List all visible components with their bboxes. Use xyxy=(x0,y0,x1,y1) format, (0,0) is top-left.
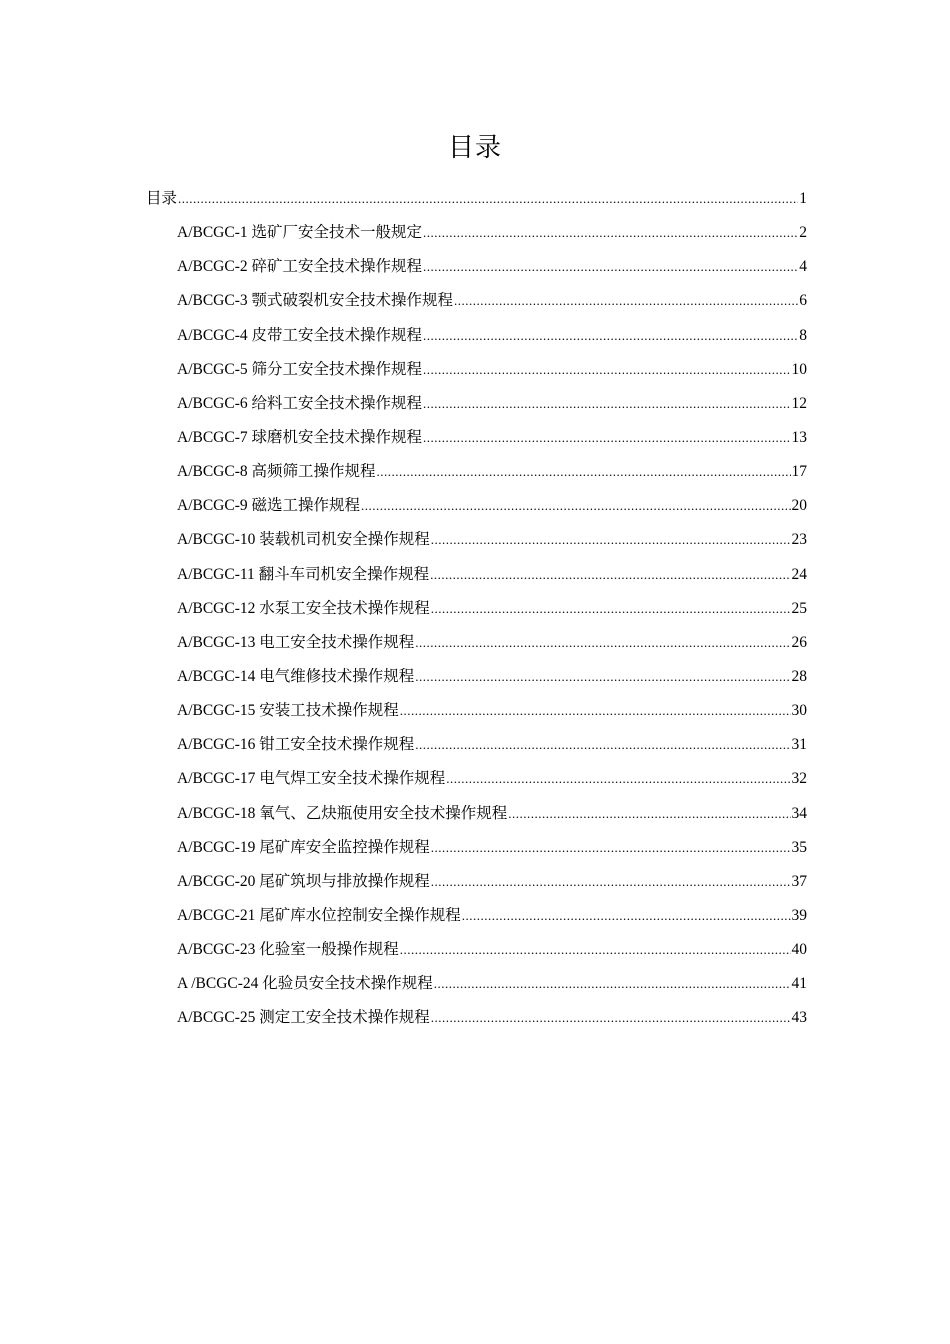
toc-dot-leader xyxy=(423,223,798,243)
toc-entry-page-number: 41 xyxy=(791,975,807,993)
toc-entry-label: A/BCGC-5 筛分工安全技术操作规程 xyxy=(177,360,422,378)
toc-entry-label: A/BCGC-23 化验室一般操作规程 xyxy=(177,941,399,959)
toc-entry[interactable] xyxy=(0,660,950,694)
toc-title: 目录 xyxy=(447,133,502,162)
toc-dot-leader xyxy=(462,906,791,926)
toc-entry[interactable] xyxy=(0,865,950,899)
toc-entry-page-number: 34 xyxy=(791,804,807,822)
toc-entry[interactable] xyxy=(0,899,950,933)
toc-entry-page-number: 26 xyxy=(791,633,807,651)
toc-entry[interactable] xyxy=(0,967,950,1001)
toc-dot-leader xyxy=(431,1008,791,1028)
toc-dot-leader xyxy=(430,565,790,585)
toc-entry-page-number: 2 xyxy=(799,224,807,242)
toc-entry-label: A/BCGC-15 安装工技术操作规程 xyxy=(177,702,399,720)
toc-entry-page-number: 12 xyxy=(791,394,807,412)
toc-entry[interactable] xyxy=(0,523,950,557)
table-of-contents xyxy=(0,182,950,1036)
toc-dot-leader xyxy=(415,633,790,653)
toc-entry[interactable] xyxy=(0,250,950,284)
toc-entry[interactable] xyxy=(0,797,950,831)
toc-entry-label: 目录 xyxy=(146,190,178,208)
toc-entry-page-number: 32 xyxy=(791,770,807,788)
toc-dot-leader xyxy=(431,599,791,619)
toc-dot-leader xyxy=(415,735,790,755)
toc-entry-page-number: 13 xyxy=(791,429,807,447)
toc-entry-label: A/BCGC-25 测定工安全技术操作规程 xyxy=(177,1009,430,1027)
toc-entry[interactable] xyxy=(0,421,950,455)
toc-entry-label: A/BCGC-17 电气焊工安全技术操作规程 xyxy=(177,770,446,788)
toc-entry-page-number: 20 xyxy=(791,497,807,515)
toc-entry-label: A/BCGC-11 翻斗车司机安全操作规程 xyxy=(177,565,430,583)
toc-dot-leader xyxy=(361,496,791,516)
toc-entry-label: A/BCGC-12 水泵工安全技术操作规程 xyxy=(177,599,430,617)
toc-entry-label: A /BCGC-24 化验员安全技术操作规程 xyxy=(177,975,433,993)
toc-entry-label: A/BCGC-2 碎矿工安全技术操作规程 xyxy=(177,258,422,276)
toc-entry[interactable] xyxy=(0,831,950,865)
toc-entry-page-number: 40 xyxy=(791,941,807,959)
toc-dot-leader xyxy=(431,530,791,550)
toc-entry-page-number: 25 xyxy=(791,599,807,617)
toc-dot-leader xyxy=(423,428,791,448)
toc-entry-page-number: 37 xyxy=(791,872,807,890)
toc-entry-page-number: 10 xyxy=(791,360,807,378)
toc-entry[interactable] xyxy=(0,182,950,216)
toc-entry-page-number: 39 xyxy=(791,907,807,925)
toc-entry-page-number: 28 xyxy=(791,668,807,686)
toc-entry[interactable] xyxy=(0,592,950,626)
toc-dot-leader xyxy=(446,769,790,789)
toc-dot-leader xyxy=(400,701,791,721)
toc-entry-label: A/BCGC-10 装载机司机安全操作规程 xyxy=(177,531,430,549)
toc-entry-page-number: 30 xyxy=(791,702,807,720)
toc-entry-label: A/BCGC-8 高频筛工操作规程 xyxy=(177,463,376,481)
toc-dot-leader xyxy=(431,872,791,892)
toc-entry-page-number: 43 xyxy=(791,1009,807,1027)
toc-entry[interactable] xyxy=(0,319,950,353)
toc-dot-leader xyxy=(400,940,791,960)
toc-dot-leader xyxy=(178,189,798,209)
toc-entry-label: A/BCGC-6 给料工安全技术操作规程 xyxy=(177,394,422,412)
toc-entry-page-number: 8 xyxy=(799,326,807,344)
toc-dot-leader xyxy=(434,974,791,994)
toc-dot-leader xyxy=(431,838,791,858)
toc-dot-leader xyxy=(377,462,791,482)
toc-dot-leader xyxy=(423,360,791,380)
toc-dot-leader xyxy=(454,291,798,311)
toc-entry-label: A/BCGC-20 尾矿筑坝与排放操作规程 xyxy=(177,872,430,890)
toc-entry-label: A/BCGC-13 电工安全技术操作规程 xyxy=(177,633,415,651)
toc-entry[interactable] xyxy=(0,284,950,318)
toc-entry[interactable] xyxy=(0,216,950,250)
toc-entry[interactable] xyxy=(0,933,950,967)
toc-entry-page-number: 24 xyxy=(791,565,807,583)
toc-entry[interactable] xyxy=(0,353,950,387)
toc-dot-leader xyxy=(423,394,791,414)
toc-dot-leader xyxy=(423,326,798,346)
toc-entry[interactable] xyxy=(0,626,950,660)
toc-dot-leader xyxy=(423,257,798,277)
toc-entry-page-number: 4 xyxy=(799,258,807,276)
toc-entry[interactable] xyxy=(0,558,950,592)
toc-entry-page-number: 23 xyxy=(791,531,807,549)
toc-entry-label: A/BCGC-1 选矿厂安全技术一般规定 xyxy=(177,224,422,242)
toc-entry-label: A/BCGC-18 氧气、乙炔瓶使用安全技术操作规程 xyxy=(177,804,508,822)
toc-entry-page-number: 17 xyxy=(791,463,807,481)
toc-entry[interactable] xyxy=(0,1001,950,1035)
toc-entry-label: A/BCGC-4 皮带工安全技术操作规程 xyxy=(177,326,422,344)
toc-entry-label: A/BCGC-21 尾矿库水位控制安全操作规程 xyxy=(177,907,461,925)
toc-entry-page-number: 35 xyxy=(791,838,807,856)
toc-entry[interactable] xyxy=(0,387,950,421)
toc-entry[interactable] xyxy=(0,694,950,728)
toc-entry[interactable] xyxy=(0,728,950,762)
toc-dot-leader xyxy=(508,804,790,824)
toc-dot-leader xyxy=(415,667,790,687)
toc-entry[interactable] xyxy=(0,762,950,796)
toc-entry-label: A/BCGC-3 颚式破裂机安全技术操作规程 xyxy=(177,292,453,310)
toc-entry-label: A/BCGC-19 尾矿库安全监控操作规程 xyxy=(177,838,430,856)
toc-entry-page-number: 1 xyxy=(799,190,807,208)
toc-entry-page-number: 6 xyxy=(799,292,807,310)
toc-entry-label: A/BCGC-9 磁选工操作规程 xyxy=(177,497,360,515)
toc-entry-label: A/BCGC-16 钳工安全技术操作规程 xyxy=(177,736,415,754)
toc-entry-label: A/BCGC-14 电气维修技术操作规程 xyxy=(177,668,415,686)
toc-entry-page-number: 31 xyxy=(791,736,807,754)
toc-entry[interactable] xyxy=(0,455,950,489)
toc-entry-label: A/BCGC-7 球磨机安全技术操作规程 xyxy=(177,429,422,447)
toc-entry[interactable] xyxy=(0,489,950,523)
